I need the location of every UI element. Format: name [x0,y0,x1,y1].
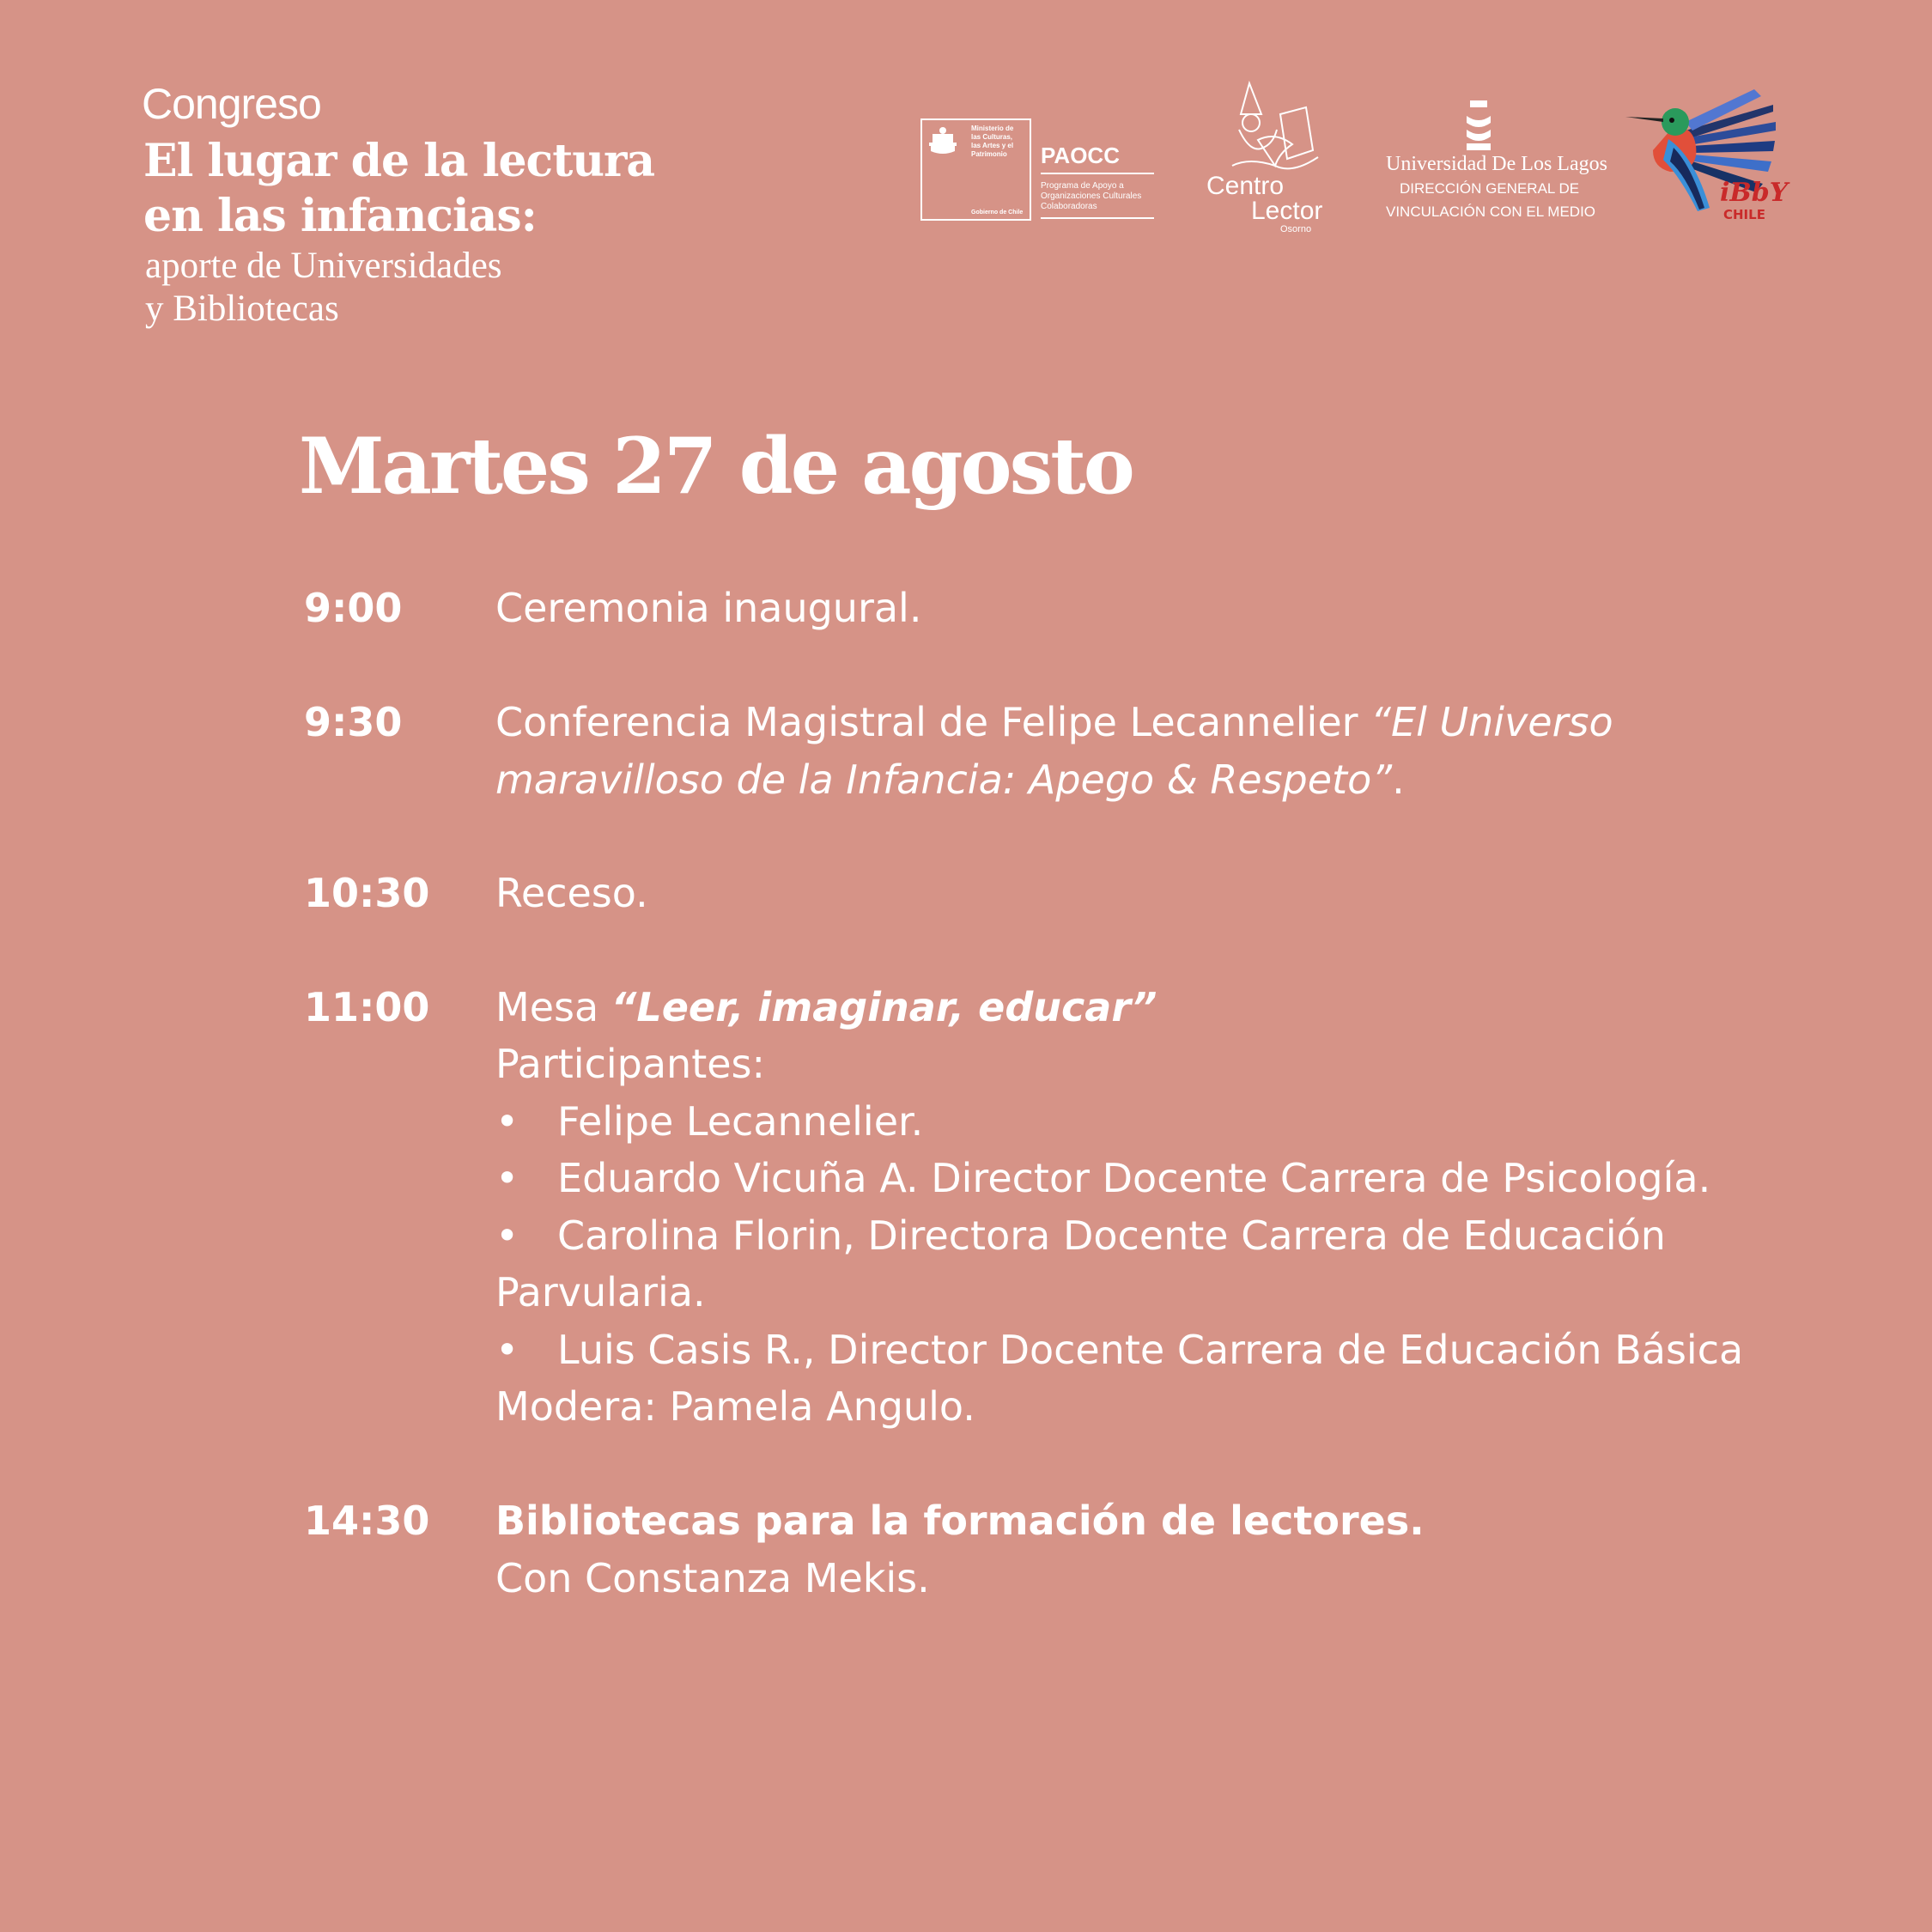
coat-of-arms-icon [929,127,957,154]
ministry-line: Patrimonio [971,150,1007,158]
bullet-icon: • [495,1155,519,1201]
day-heading: Martes 27 de agosto [299,421,1133,512]
event-ceremonia: Ceremonia inaugural. [495,585,922,631]
ibby-country: CHILE [1723,207,1765,222]
event-bibliotecas-title: Bibliotecas para la formación de lectores. [495,1498,1425,1544]
participant-name: Felipe Lecannelier. [557,1098,924,1145]
mesa-label: Mesa [495,984,611,1030]
time-10-30: 10:30 [304,870,430,916]
paocc-line: Programa de Apoyo a [1041,181,1124,191]
event-mesa [495,984,1157,1030]
participantes-label: Participantes: [495,1041,766,1087]
event-receso: Receso. [495,870,648,916]
event-conferencia-line2 [495,756,1405,803]
congress-title-line2: en las infancias: [143,190,537,242]
ulagos-line1: DIRECCIÓN GENERAL DE [1400,180,1580,197]
conferencia-title-part1: “El Universo [1370,699,1613,745]
ministry-line: Ministerio de [971,125,1014,132]
ibby-chile-logo [1625,88,1789,225]
participant-item [495,1155,1711,1201]
congress-subtitle-line2: y Bibliotecas [145,289,339,329]
event-conferencia-line1 [495,699,1613,745]
congress-subtitle-line1: aporte de Universidades [145,246,502,286]
time-9-00: 9:00 [304,585,403,631]
ministerio-paocc-logo [920,118,1154,221]
paocc-line: Colaboradoras [1041,202,1097,211]
paocc-label: PAOCC [1041,143,1120,168]
congress-title-line1: El lugar de la lectura [143,135,655,187]
ulagos-logo [1384,99,1607,223]
osorno-label: Osorno [1280,224,1312,234]
participant-name: Luis Casis R., Director Docente Carrera de Educación Básica [557,1327,1744,1373]
mesa-title: “Leer, imaginar, educar” [611,984,1157,1030]
ulagos-name: Universidad De Los Lagos [1386,153,1607,175]
time-14-30: 14:30 [304,1498,430,1544]
time-9-30: 9:30 [304,699,403,745]
ibby-name: iBbY [1720,178,1789,208]
bullet-icon: • [495,1098,519,1145]
ulagos-emblem-icon [1467,100,1491,150]
reader-gnome-icon [1232,83,1318,168]
participant-item [495,1327,1744,1373]
bullet-icon: • [495,1327,519,1373]
lector-label: Lector [1251,197,1323,225]
participant-name: Carolina Florin, Directora Docente Carrera de Educación [557,1212,1666,1259]
participant-name: Eduardo Vicuña A. Director Docente Carrera de Psicología. [557,1155,1711,1201]
centro-lector-logo [1206,80,1327,234]
participant-item [495,1212,1666,1259]
ministry-line: las Culturas, [971,133,1013,141]
centro-label: Centro [1206,172,1285,200]
moderator-line: Modera: Pamela Angulo. [495,1383,975,1430]
conferencia-prefix: Conferencia Magistral de Felipe Lecannelier [495,699,1371,745]
participant-continuation: Parvularia. [495,1269,706,1315]
bullet-icon: • [495,1212,519,1259]
ulagos-line2: VINCULACIÓN CON EL MEDIO [1386,204,1596,220]
ministry-line: las Artes y el [971,142,1014,149]
time-11-00: 11:00 [304,984,430,1030]
event-bibliotecas-text: Con Constanza Mekis. [495,1555,930,1601]
conferencia-suffix: . [1392,756,1405,803]
paocc-line: Organizaciones Culturales [1041,191,1142,201]
participant-item [495,1098,924,1145]
conferencia-title-part2: maravilloso de la Infancia: Apego & Respeto” [495,756,1393,803]
congress-label: Congreso [142,80,321,128]
gobierno-label: Gobierno de Chile [971,210,1024,216]
